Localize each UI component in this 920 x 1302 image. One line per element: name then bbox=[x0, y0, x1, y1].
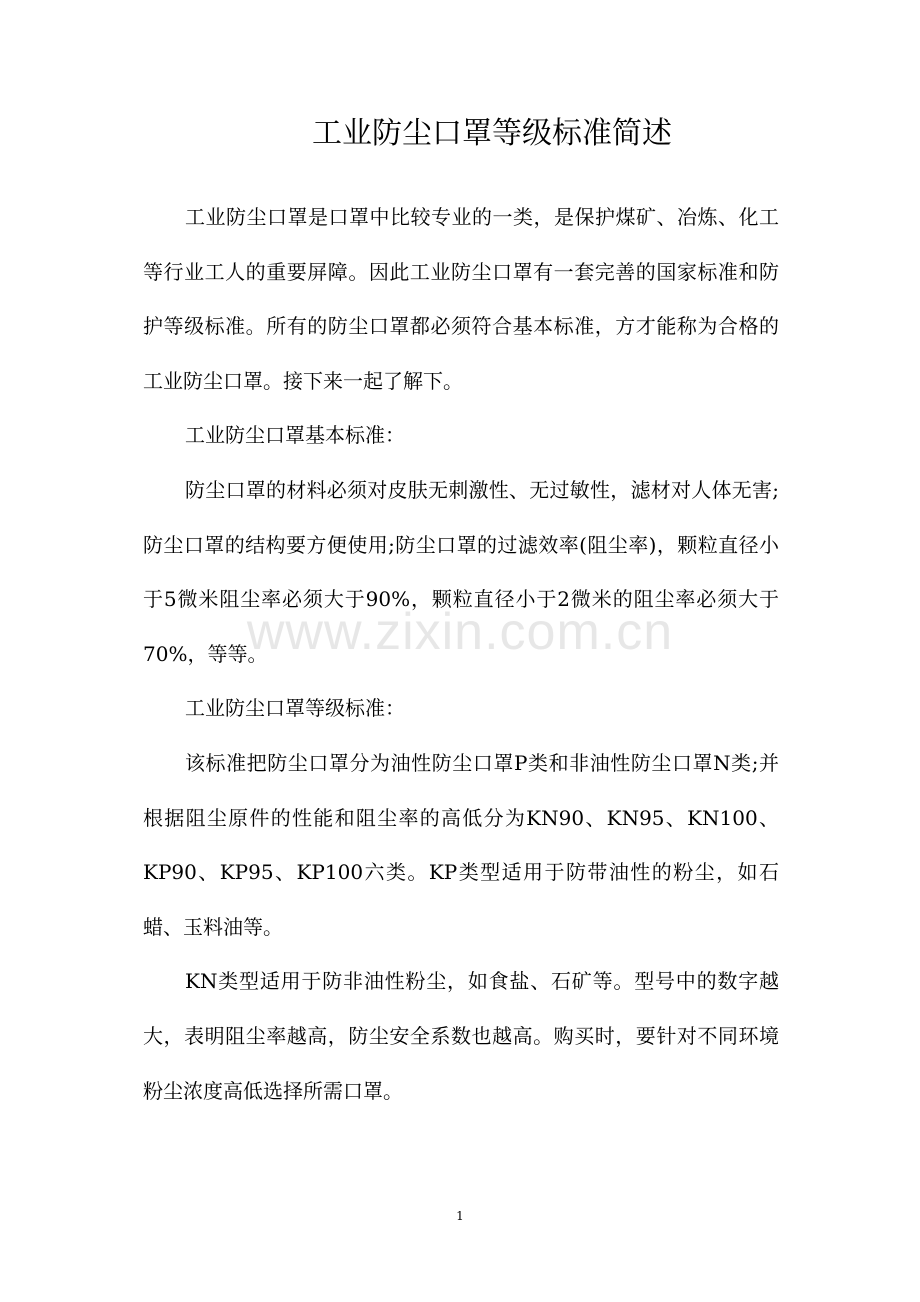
document-body bbox=[143, 190, 779, 1118]
document-title: 工业防尘口罩等级标准简述 bbox=[312, 116, 672, 151]
heading-basic-standard: 工业防尘口罩基本标准： bbox=[185, 423, 405, 448]
paragraph-kn-type: KN类型适用于防非油性粉尘，如食盐、石矿等。型号中的数字越大，表明阻尘率越高，防尘安全系数也越高。购买时，要针对不同环境粉尘浓度高低选择所需口罩。 bbox=[143, 969, 779, 1103]
paragraph-grade-standard: 该标准把防尘口罩分为油性防尘口罩P类和非油性防尘口罩N类;并根据阻尘原件的性能和阻尘率的高低分为KN90、KN95、KN100、KP90、KP95、KP100六类。KP类型适用于防带油性的粉尘，如石蜡、玉料油等。 bbox=[143, 750, 779, 939]
heading-grade-standard: 工业防尘口罩等级标准： bbox=[185, 696, 405, 721]
page-number: 1 bbox=[456, 1209, 464, 1223]
watermark: www.zixin.com.cn bbox=[246, 603, 674, 661]
paragraph-intro: 工业防尘口罩是口罩中比较专业的一类，是保护煤矿、冶炼、化工等行业工人的重要屏障。因此工业防尘口罩有一套完善的国家标准和防护等级标准。所有的防尘口罩都必须符合基本标准，方才能称为合格的工业防尘口罩。接下来一起了解下。 bbox=[143, 205, 779, 393]
paragraph-basic-standard: 防尘口罩的材料必须对皮肤无刺激性、无过敏性，滤材对人体无害;防尘口罩的结构要方便使用;防尘口罩的过滤效率(阻尘率)，颗粒直径小于5微米阻尘率必须大于90%，颗粒直径小于2微米的阻尘率必须大于70%，等等。 bbox=[143, 477, 779, 666]
